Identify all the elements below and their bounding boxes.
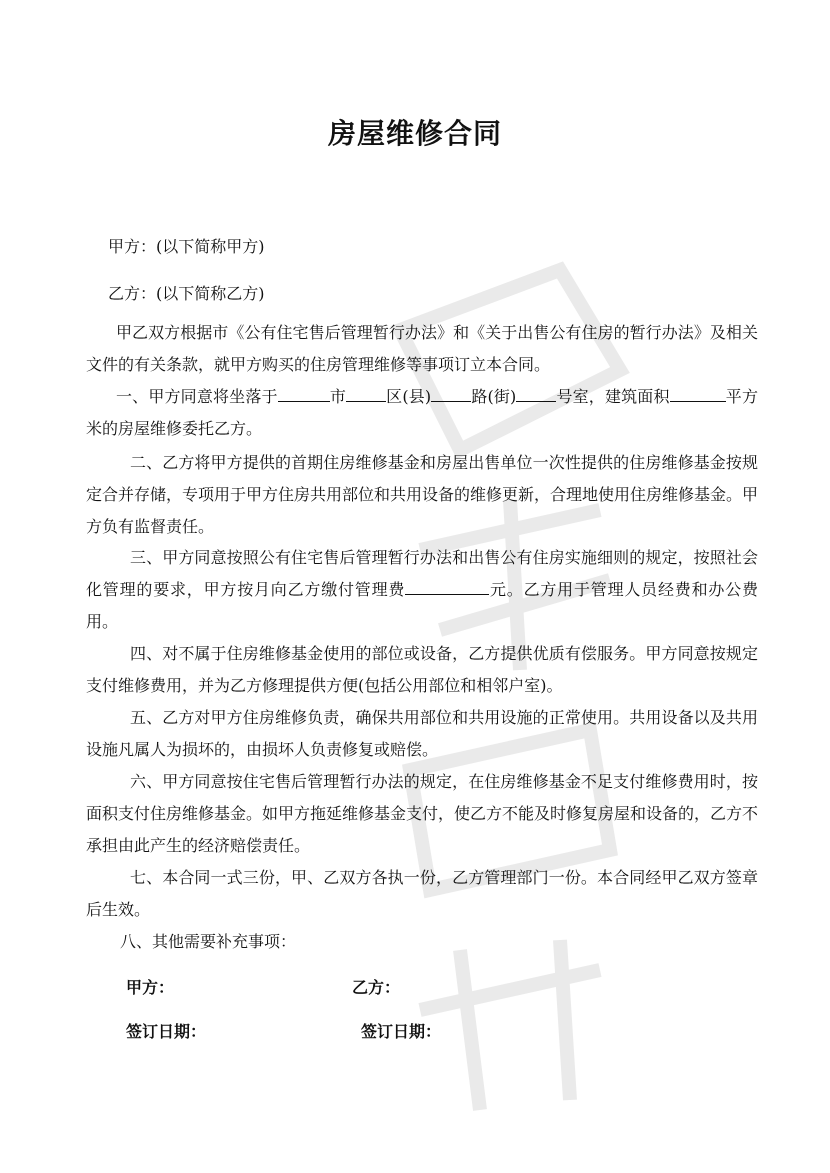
party-a-line: 甲方：(以下简称甲方) (108, 237, 265, 256)
clause-8: 八、其他需要补充事项： (120, 932, 297, 951)
management-fee-blank (405, 576, 489, 595)
clause-1-text-6: 平方米的房屋维修委托乙方。 (86, 387, 758, 438)
clause-1-text-4: 路(街) (471, 387, 517, 406)
clause-5: 五、乙方对甲方住房维修负责，确保共用部位和共用设施的正常使用。共用设备以及共用设施凡属人为损坏的，由损坏人负责修复或赔偿。 (86, 708, 758, 759)
party-b-date-label: 签订日期： (361, 1022, 442, 1041)
clause-1-text-2: 市 (329, 387, 346, 406)
clause-3 (86, 542, 758, 638)
page-title: 房屋维修合同 (327, 117, 502, 150)
clause-1 (86, 381, 758, 445)
building-area-blank (670, 383, 726, 402)
clause-2: 二、乙方将甲方提供的首期住房维修基金和房屋出售单位一次性提供的住房维修基金按规定合并存储，专项用于甲方住房共用部位和共用设备的维修更新，合理地使用住房维修基金。甲方负有监督责任。 (86, 453, 759, 536)
party-b-signature-label: 乙方： (352, 978, 401, 997)
clause-1-text-1: 一、甲方同意将坐落于 (116, 387, 278, 406)
location-road-blank (431, 383, 471, 402)
clause-6: 六、甲方同意按住宅售后管理暂行办法的规定，在住房维修基金不足支付维修费用时，按面积支付住房维修基金。如甲方拖延维修基金支付，使乙方不能及时修复房屋和设备的，乙方不承担由此产生的经济赔偿责任。 (86, 772, 759, 855)
location-district-blank (346, 383, 386, 402)
clause-1-text-5: 号室，建筑面积 (556, 387, 670, 406)
clause-3-text-2: 元。乙方用于管理人员经费和办公费用。 (86, 580, 758, 631)
intro-paragraph: 甲乙双方根据市《公有住宅售后管理暂行办法》和《关于出售公有住房的暂行办法》及相关文件的有关条款，就甲方购买的住房管理维修等事项订立本合同。 (86, 323, 758, 374)
clause-4: 四、对不属于住房维修基金使用的部位或设备，乙方提供优质有偿服务。甲方同意按规定支付维修费用，并为乙方修理提供方便(包括公用部位和相邻户室)。 (86, 644, 758, 695)
clause-3-text-1: 三、甲方同意按照公有住宅售后管理暂行办法和出售公有住房实施细则的规定，按照社会化管理的要求，甲方按月向乙方缴付管理费 (86, 548, 758, 599)
clause-7: 七、本合同一式三份，甲、乙双方各执一份，乙方管理部门一份。本合同经甲乙双方签章后生效。 (86, 868, 758, 919)
party-b-line: 乙方：(以下简称乙方) (108, 284, 265, 303)
location-city-blank (278, 383, 330, 402)
location-number-blank (516, 383, 556, 402)
clause-1-text-3: 区(县) (386, 387, 432, 406)
party-a-date-label: 签订日期： (126, 1022, 207, 1041)
party-a-signature-label: 甲方： (126, 978, 175, 997)
